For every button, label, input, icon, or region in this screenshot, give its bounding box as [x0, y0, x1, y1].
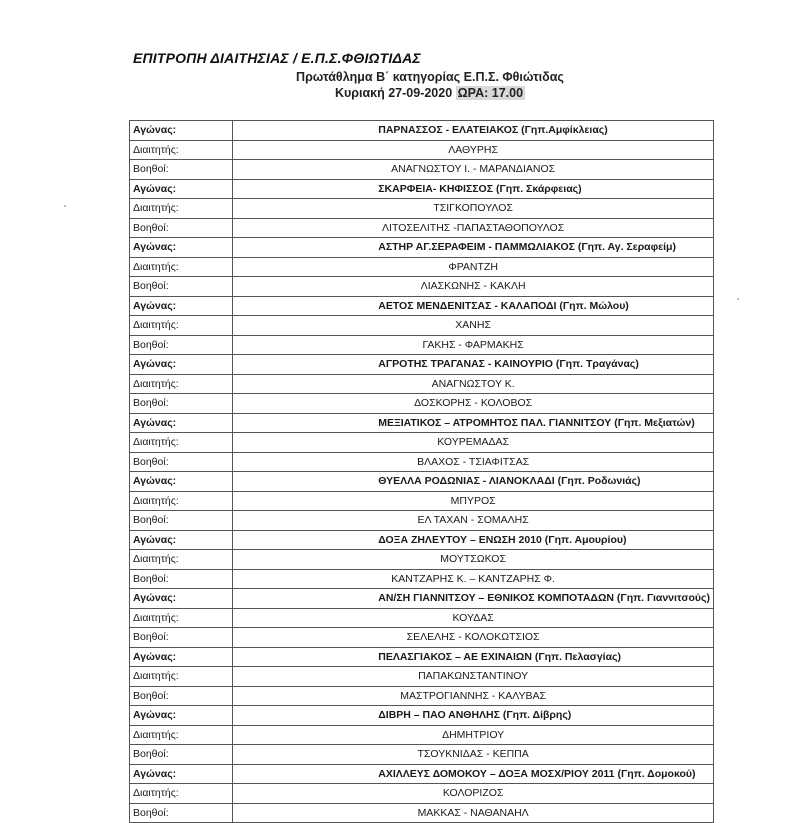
referee-row — [130, 433, 714, 453]
referee-name: ΠΑΠΑΚΩΝΣΤΑΝΤΙΝΟΥ — [233, 667, 714, 687]
assistants-names: ΤΣΟΥΚΝΙΔΑΣ - ΚΕΠΠΑ — [233, 745, 714, 765]
assistants-row — [130, 218, 714, 238]
time-label: ΩΡΑ: — [457, 86, 492, 100]
match-teams: ΠΑΡΝΑΣΣΟΣ - ΕΛΑΤΕΙΑΚΟΣ (Γηπ.Αμφίκλειας) — [233, 121, 714, 141]
referee-name: ΚΟΥΔΑΣ — [233, 608, 714, 628]
match-teams: ΔΟΞΑ ΖΗΛΕΥΤΟΥ – ΕΝΩΣΗ 2010 (Γηπ. Αμουρίου) — [233, 530, 714, 550]
referee-row — [130, 784, 714, 804]
assistants-row-label: Βοηθοί: — [130, 803, 233, 823]
assistants-names: ΜΑΣΤΡΟΓΙΑΝΝΗΣ - ΚΑΛΥΒΑΣ — [233, 686, 714, 706]
referee-row-label: Διαιτητής: — [130, 667, 233, 687]
assistants-row — [130, 335, 714, 355]
match-row-label: Αγώνας: — [130, 472, 233, 492]
match-teams: ΑΕΤΟΣ ΜΕΝΔΕΝΙΤΣΑΣ - ΚΑΛΑΠΟΔΙ (Γηπ. Μώλου) — [233, 296, 714, 316]
match-teams: ΣΚΑΡΦΕΙΑ- ΚΗΦΙΣΣΟΣ (Γηπ. Σκάρφειας) — [233, 179, 714, 199]
document-org-title: ΕΠΙΤΡΟΠΗ ΔΙΑΙΤΗΣΙΑΣ / Ε.Π.Σ.ΦΘΙΩΤΙΔΑΣ — [133, 50, 421, 66]
match-teams: ΑΝ/ΣΗ ΓΙΑΝΝΙΤΣΟΥ – ΕΘΝΙΚΟΣ ΚΟΜΠΟΤΑΔΩΝ (Γηπ. Γιαννιτσούς) — [233, 589, 714, 609]
referee-row — [130, 199, 714, 219]
date-time-line — [0, 86, 800, 100]
referee-name: ΛΑΘΥΡΗΣ — [233, 140, 714, 160]
assistants-row-label: Βοηθοί: — [130, 628, 233, 648]
referee-row — [130, 140, 714, 160]
assistants-names: ΜΑΚΚΑΣ - ΝΑΘΑΝΑΗΛ — [233, 803, 714, 823]
referee-row-label: Διαιτητής: — [130, 491, 233, 511]
match-row-label: Αγώνας: — [130, 647, 233, 667]
referee-row-label: Διαιτητής: — [130, 608, 233, 628]
match-row — [130, 589, 714, 609]
assistants-row-label: Βοηθοί: — [130, 686, 233, 706]
match-row — [130, 296, 714, 316]
time-value: 17.00 — [491, 86, 524, 100]
referee-row-label: Διαιτητής: — [130, 550, 233, 570]
referee-row — [130, 725, 714, 745]
referee-row-label: Διαιτητής: — [130, 784, 233, 804]
referee-name: ΦΡΑΝΤΖΗ — [233, 257, 714, 277]
referee-row — [130, 316, 714, 336]
match-teams: ΑΓΡΟΤΗΣ ΤΡΑΓΑΝΑΣ - ΚΑΙΝΟΥΡΙΟ (Γηπ. Τραγάνας) — [233, 355, 714, 375]
assistants-row — [130, 511, 714, 531]
assistants-names: ΛΙΤΟΣΕΛΙΤΗΣ -ΠΑΠΑΣΤΑΘΟΠΟΥΛΟΣ — [233, 218, 714, 238]
referee-row-label: Διαιτητής: — [130, 725, 233, 745]
match-row — [130, 530, 714, 550]
match-row-label: Αγώνας: — [130, 179, 233, 199]
referee-row-label: Διαιτητής: — [130, 199, 233, 219]
match-row-label: Αγώνας: — [130, 296, 233, 316]
date-text: Κυριακή 27-09-2020 — [334, 86, 456, 100]
assistants-names: ΚΑΝΤΖΑΡΗΣ Κ. – ΚΑΝΤΖΑΡΗΣ Φ. — [233, 569, 714, 589]
assistants-row-label: Βοηθοί: — [130, 511, 233, 531]
scan-speck — [64, 205, 66, 207]
match-teams: ΜΕΞΙΑΤΙΚΟΣ – ΑΤΡΟΜΗΤΟΣ ΠΑΛ. ΓΙΑΝΝΙΤΣΟΥ (Γηπ. Μεξιατών) — [233, 413, 714, 433]
match-row-label: Αγώνας: — [130, 121, 233, 141]
assistants-row-label: Βοηθοί: — [130, 160, 233, 180]
assistants-row — [130, 803, 714, 823]
match-row-label: Αγώνας: — [130, 589, 233, 609]
match-row — [130, 764, 714, 784]
assistants-row — [130, 277, 714, 297]
match-teams: ΠΕΛΑΣΓΙΑΚΟΣ – ΑΕ ΕΧΙΝΑΙΩΝ (Γηπ. Πελασγίας) — [233, 647, 714, 667]
assistants-names: ΕΛ ΤΑΧΑΝ - ΣΟΜΑΛΗΣ — [233, 511, 714, 531]
referee-row — [130, 257, 714, 277]
match-row — [130, 121, 714, 141]
referee-name: ΜΟΥΤΣΩΚΟΣ — [233, 550, 714, 570]
match-row-label: Αγώνας: — [130, 764, 233, 784]
time-highlight — [456, 86, 525, 100]
assistants-row — [130, 394, 714, 414]
referee-row — [130, 667, 714, 687]
match-row — [130, 355, 714, 375]
assistants-names: ΓΑΚΗΣ - ΦΑΡΜΑΚΗΣ — [233, 335, 714, 355]
match-teams: ΘΥΕΛΛΑ ΡΟΔΩΝΙΑΣ - ΛΙΑΝΟΚΛΑΔΙ (Γηπ. Ροδωνιάς) — [233, 472, 714, 492]
match-row — [130, 413, 714, 433]
referee-name: ΜΠΥΡΟΣ — [233, 491, 714, 511]
referee-name: ΚΟΛΟΡΙΖΟΣ — [233, 784, 714, 804]
match-row-label: Αγώνας: — [130, 413, 233, 433]
assistants-row — [130, 686, 714, 706]
referee-row — [130, 550, 714, 570]
assistants-row-label: Βοηθοί: — [130, 335, 233, 355]
match-teams: ΔΙΒΡΗ – ΠΑΟ ΑΝΘΗΛΗΣ (Γηπ. Δίβρης) — [233, 706, 714, 726]
assistants-names: ΒΛΑΧΟΣ - ΤΣΙΑΦΙΤΣΑΣ — [233, 452, 714, 472]
match-row — [130, 179, 714, 199]
referee-schedule-table — [129, 120, 714, 823]
assistants-row-label: Βοηθοί: — [130, 218, 233, 238]
assistants-row-label: Βοηθοί: — [130, 277, 233, 297]
referee-row — [130, 491, 714, 511]
match-row-label: Αγώνας: — [130, 355, 233, 375]
scan-speck — [737, 298, 739, 300]
match-teams: ΑΣΤΗΡ ΑΓ.ΣΕΡΑΦΕΙΜ - ΠΑΜΜΩΛΙΑΚΟΣ (Γηπ. Αγ. Σεραφείμ) — [233, 238, 714, 258]
match-row-label: Αγώνας: — [130, 238, 233, 258]
referee-row-label: Διαιτητής: — [130, 257, 233, 277]
assistants-names: ΣΕΛΕΛΗΣ - ΚΟΛΟΚΩΤΣΙΟΣ — [233, 628, 714, 648]
assistants-row — [130, 569, 714, 589]
referee-name: ΧΑΝΗΣ — [233, 316, 714, 336]
match-row-label: Αγώνας: — [130, 530, 233, 550]
assistants-row-label: Βοηθοί: — [130, 452, 233, 472]
referee-name: ΚΟΥΡΕΜΑΔΑΣ — [233, 433, 714, 453]
referee-row-label: Διαιτητής: — [130, 316, 233, 336]
referee-name: ΤΣΙΓΚΟΠΟΥΛΟΣ — [233, 199, 714, 219]
referee-row — [130, 608, 714, 628]
match-row — [130, 238, 714, 258]
match-row-label: Αγώνας: — [130, 706, 233, 726]
match-teams: ΑΧΙΛΛΕΥΣ ΔΟΜΟΚΟΥ – ΔΟΞΑ ΜΟΣΧ/ΡΙΟΥ 2011 (Γηπ. Δομοκού) — [233, 764, 714, 784]
match-row — [130, 647, 714, 667]
assistants-row — [130, 628, 714, 648]
assistants-row-label: Βοηθοί: — [130, 745, 233, 765]
assistants-row — [130, 452, 714, 472]
assistants-names: ΔΟΣΚΟΡΗΣ - ΚΟΛΟΒΟΣ — [233, 394, 714, 414]
assistants-row-label: Βοηθοί: — [130, 394, 233, 414]
referee-row-label: Διαιτητής: — [130, 374, 233, 394]
assistants-row — [130, 160, 714, 180]
assistants-row-label: Βοηθοί: — [130, 569, 233, 589]
match-row — [130, 706, 714, 726]
assistants-names: ΑΝΑΓΝΩΣΤΟΥ Ι. - ΜΑΡΑΝΔΙΑΝΟΣ — [233, 160, 714, 180]
assistants-row — [130, 745, 714, 765]
assistants-names: ΛΙΑΣΚΩΝΗΣ - ΚΑΚΛΗ — [233, 277, 714, 297]
referee-row — [130, 374, 714, 394]
match-row — [130, 472, 714, 492]
referee-row-label: Διαιτητής: — [130, 140, 233, 160]
referee-name: ΔΗΜΗΤΡΙΟΥ — [233, 725, 714, 745]
championship-title: Πρωτάθλημα Β΄ κατηγορίας Ε.Π.Σ. Φθιώτιδας — [296, 70, 564, 84]
referee-row-label: Διαιτητής: — [130, 433, 233, 453]
referee-name: ΑΝΑΓΝΩΣΤΟΥ Κ. — [233, 374, 714, 394]
